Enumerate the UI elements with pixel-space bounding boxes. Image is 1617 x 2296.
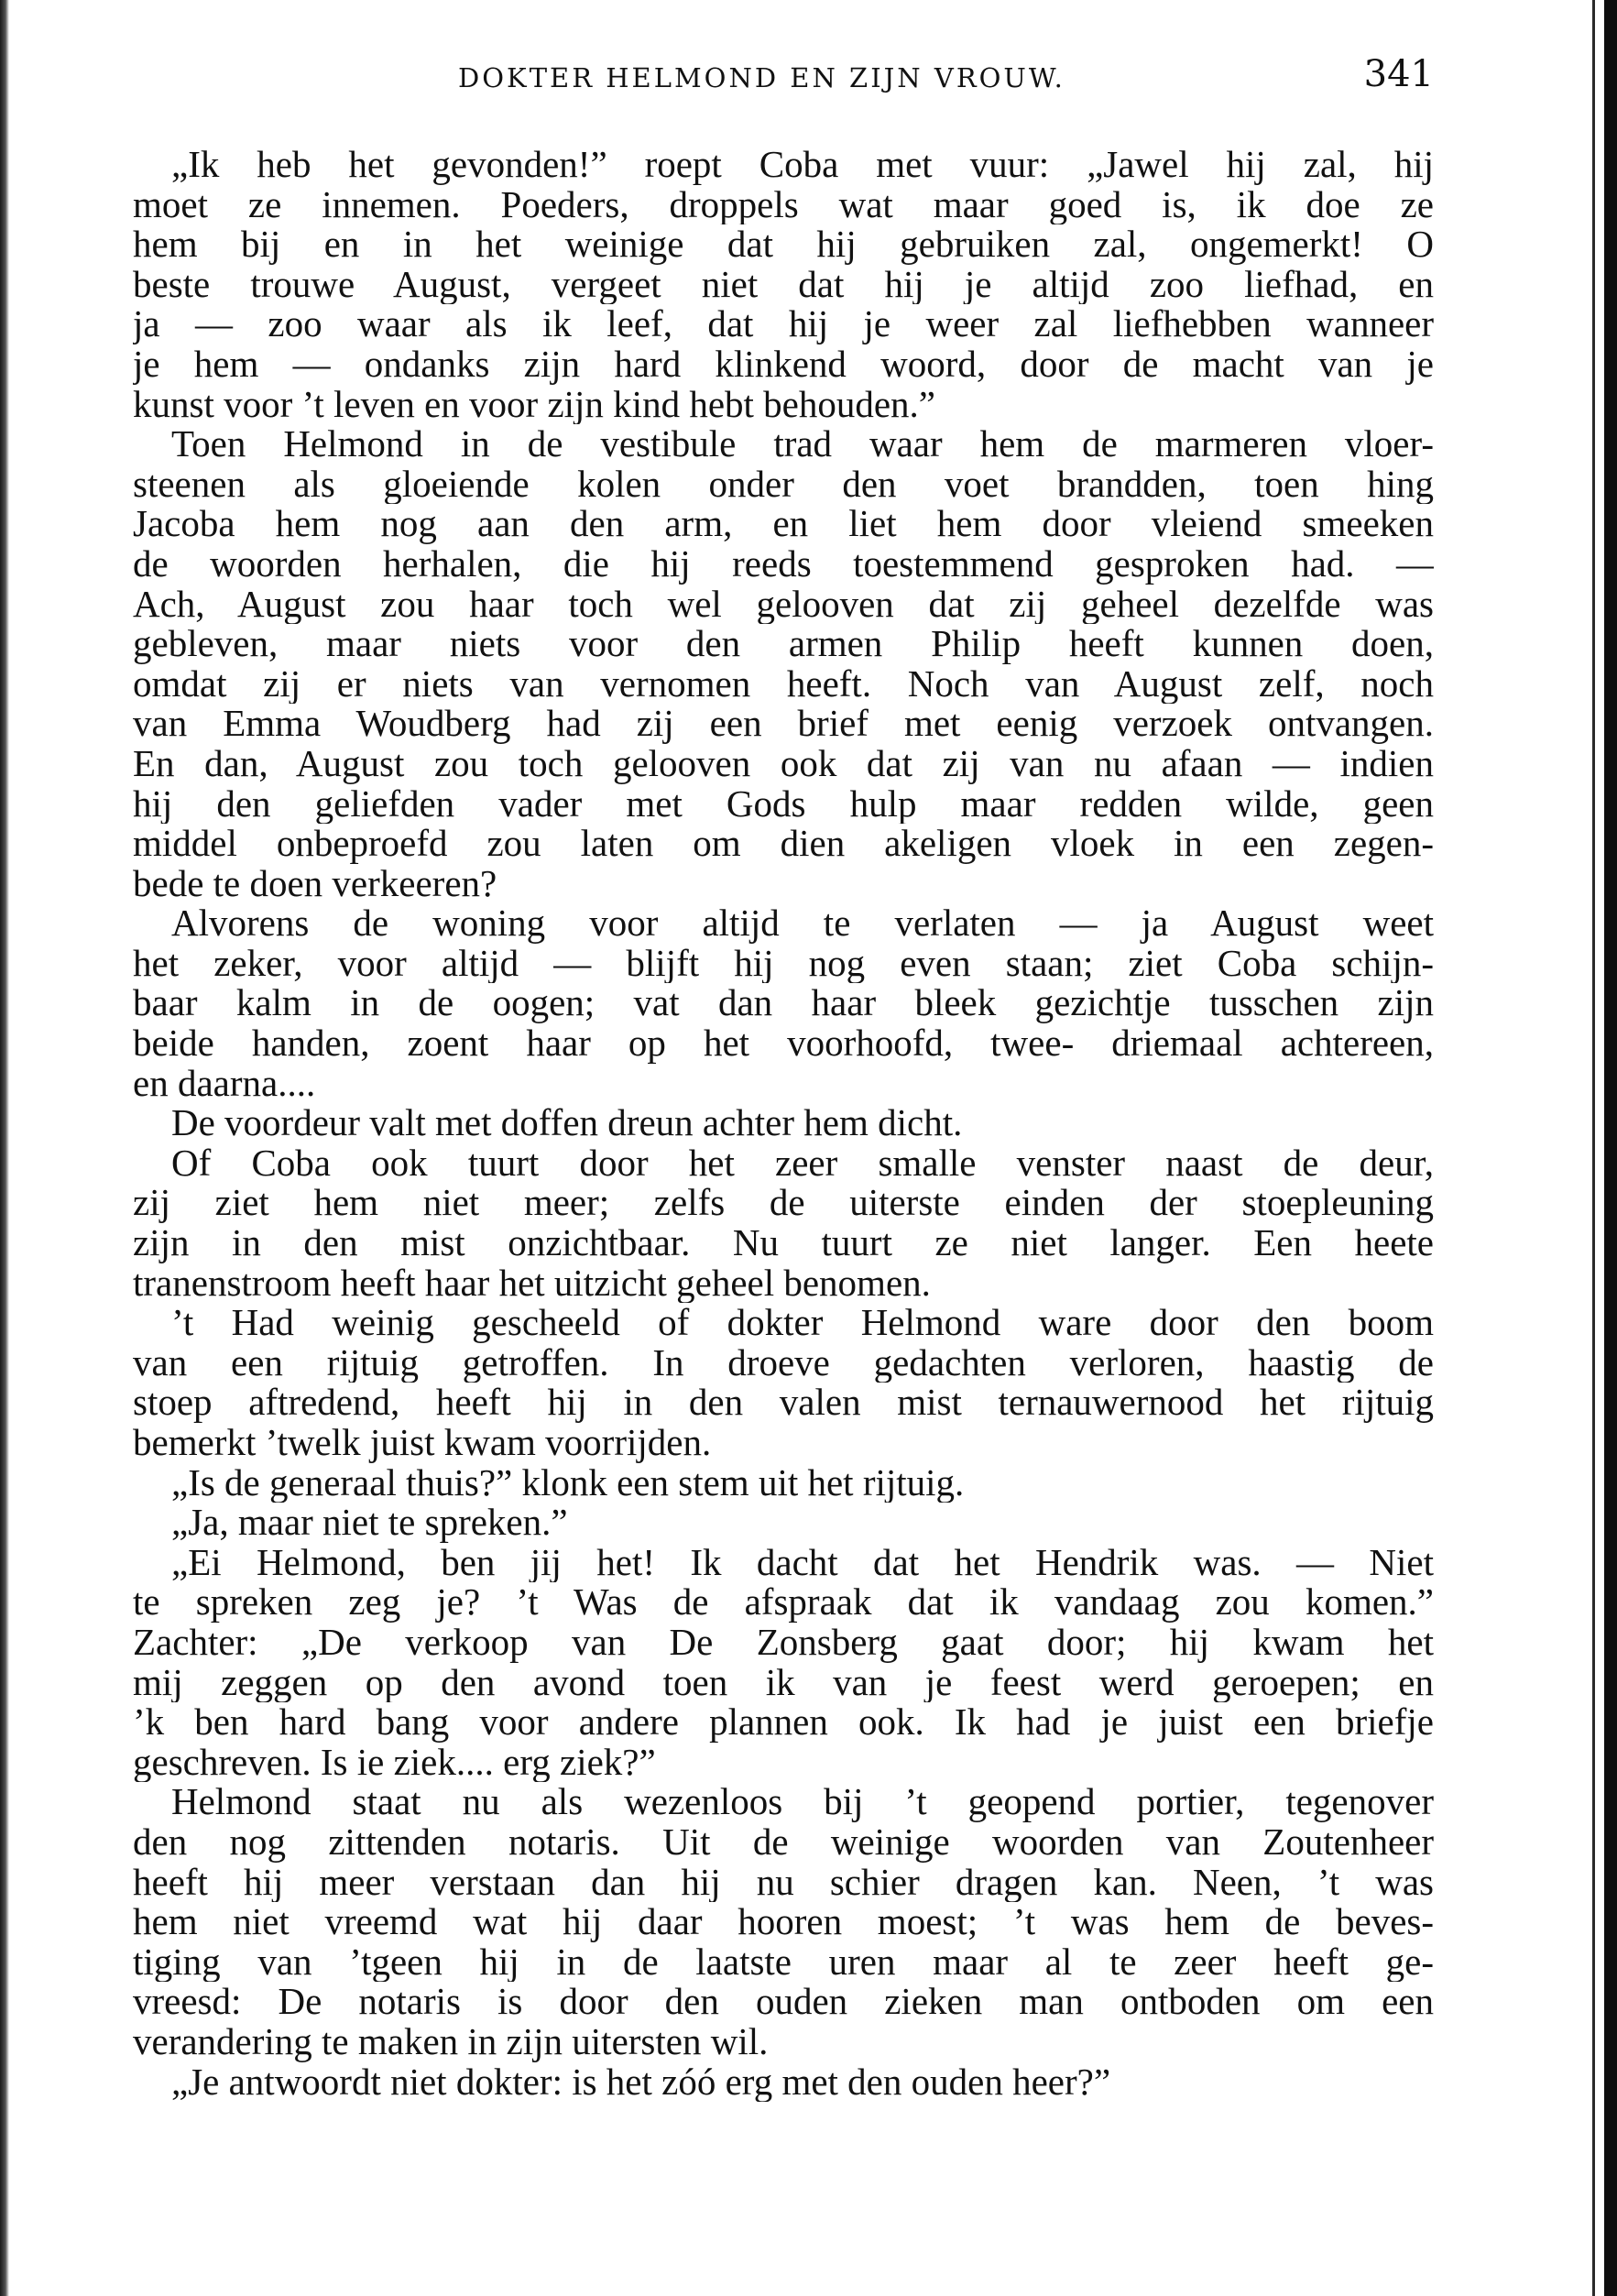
text-line: omdat zij er niets van vernomen heeft. Noch van August zelf, noch	[133, 663, 1434, 705]
text-line: hij den geliefden vader met Gods hulp maar redden wilde, geen	[133, 783, 1434, 825]
text-line: den nog zittenden notaris. Uit de weinige woorden van Zoutenheer	[133, 1821, 1434, 1863]
text-line: van een rijtuig getroffen. In droeve gedachten verloren, haastig de	[133, 1342, 1434, 1383]
text-line: Ach, August zou haar toch wel gelooven dat zij geheel dezelfde was	[133, 584, 1434, 625]
text-line: vreesd: De notaris is door den ouden zieken man ontboden om een	[133, 1982, 1434, 2022]
text-line: van Emma Woudberg had zij een brief met eenig verzoek ontvangen.	[133, 704, 1434, 744]
text-line: ’t Had weinig gescheeld of dokter Helmond ware door den boom	[171, 1303, 1434, 1343]
text-line: ja — zoo waar als ik leef, dat hij je weer zal liefhebben wanneer	[133, 304, 1434, 344]
text-line: zijn in den mist onzichtbaar. Nu tuurt ze niet langer. Een heete	[133, 1223, 1434, 1263]
text-line: bemerkt ’twelk juist kwam voorrijden.	[133, 1423, 712, 1463]
text-line: het zeker, voor altijd — blijft hij nog even staan; ziet Coba schijn-	[133, 943, 1434, 984]
text-line: steenen als gloeiende kolen onder den voet brandden, toen hing	[133, 464, 1434, 505]
text-line: bede te doen verkeeren?	[133, 863, 497, 904]
text-line: „Is de generaal thuis?” klonk een stem uit het rijtuig.	[171, 1462, 965, 1503]
text-line: verandering te maken in zijn uitersten wil.	[133, 2021, 769, 2062]
text-line: tranenstroom heeft haar het uitzicht geheel benomen.	[133, 1263, 931, 1304]
text-line: ’k ben hard bang voor andere plannen ook. Ik had je juist een briefje	[133, 1702, 1434, 1743]
body-text	[133, 145, 1434, 2102]
text-line: tiging van ’tgeen hij in de laatste uren maar al te zeer heeft ge-	[133, 1941, 1434, 1983]
text-line: gebleven, maar niets voor den armen Philip heeft kunnen doen,	[133, 624, 1434, 664]
text-line: Jacoba hem nog aan den arm, en liet hem door vleiend smeeken	[133, 504, 1434, 544]
text-line: kunst voor ’t leven en voor zijn kind hebt behouden.”	[133, 384, 935, 425]
text-line: De voordeur valt met doffen dreun achter hem dicht.	[171, 1103, 963, 1143]
text-line: beste trouwe August, vergeet niet dat hij je altijd zoo liefhad, en	[133, 264, 1434, 305]
page-edge-line	[1592, 0, 1595, 2296]
binding-shadow	[0, 0, 9, 2296]
text-line: baar kalm in de oogen; vat dan haar bleek gezichtje tusschen zijn	[133, 983, 1434, 1024]
text-line: Zachter: „De verkoop van De Zonsberg gaat door; hij kwam het	[133, 1622, 1434, 1663]
page-number: 341	[1363, 53, 1434, 95]
text-line: en daarna....	[133, 1063, 316, 1104]
text-line: moet ze innemen. Poeders, droppels wat maar goed is, ik doe ze	[133, 184, 1434, 225]
text-line: middel onbeproefd zou laten om dien akeligen vloek in een zegen-	[133, 824, 1434, 864]
text-line: geschreven. Is ie ziek.... erg ziek?”	[133, 1742, 656, 1783]
text-line: „Ik heb het gevonden!” roept Coba met vuur: „Jawel hij zal, hij	[171, 145, 1434, 185]
text-line: „Ja, maar niet te spreken.”	[171, 1503, 568, 1543]
text-line: stoep aftredend, heeft hij in den valen mist ternauwernood het rijtuig	[133, 1383, 1434, 1423]
text-line: Helmond staat nu als wezenloos bij ’t geopend portier, tegenover	[171, 1782, 1434, 1822]
text-line: Alvorens de woning voor altijd te verlaten — ja August weet	[171, 903, 1434, 944]
page-header	[133, 53, 1434, 108]
text-line: En dan, August zou toch gelooven ook dat zij van nu afaan — indien	[133, 743, 1434, 784]
text-line: hem bij en in het weinige dat hij gebruiken zal, ongemerkt! O	[133, 224, 1434, 265]
text-line: de woorden herhalen, die hij reeds toestemmend gesproken had. —	[133, 543, 1434, 585]
text-line: Of Coba ook tuurt door het zeer smalle venster naast de deur,	[171, 1143, 1434, 1184]
text-line: Toen Helmond in de vestibule trad waar hem de marmeren vloer-	[171, 424, 1434, 465]
text-line: mij zeggen op den avond toen ik van je feest werd geroepen; en	[133, 1662, 1434, 1703]
text-line: „Ei Helmond, ben jij het! Ik dacht dat het Hendrik was. — Niet	[171, 1542, 1434, 1583]
text-line: beide handen, zoent haar op het voorhoofd, twee- driemaal achtereen,	[133, 1023, 1434, 1064]
text-line: „Je antwoordt niet dokter: is het zóó erg met den ouden heer?”	[171, 2061, 1111, 2103]
page-edge	[1604, 0, 1617, 2296]
text-line: je hem — ondanks zijn hard klinkend woord, door de macht van je	[133, 344, 1434, 385]
text-line: te spreken zeg je? ’t Was de afspraak dat ik vandaag zou komen.”	[133, 1582, 1434, 1623]
running-title: DOKTER HELMOND EN ZIJN VROUW.	[458, 62, 1065, 93]
text-line: heeft hij meer verstaan dan hij nu schier dragen kan. Neen, ’t was	[133, 1862, 1434, 1903]
text-line: hem niet vreemd wat hij daar hooren moest; ’t was hem de beves-	[133, 1902, 1434, 1942]
text-line: zij ziet hem niet meer; zelfs de uiterste einden der stoepleuning	[133, 1183, 1434, 1224]
